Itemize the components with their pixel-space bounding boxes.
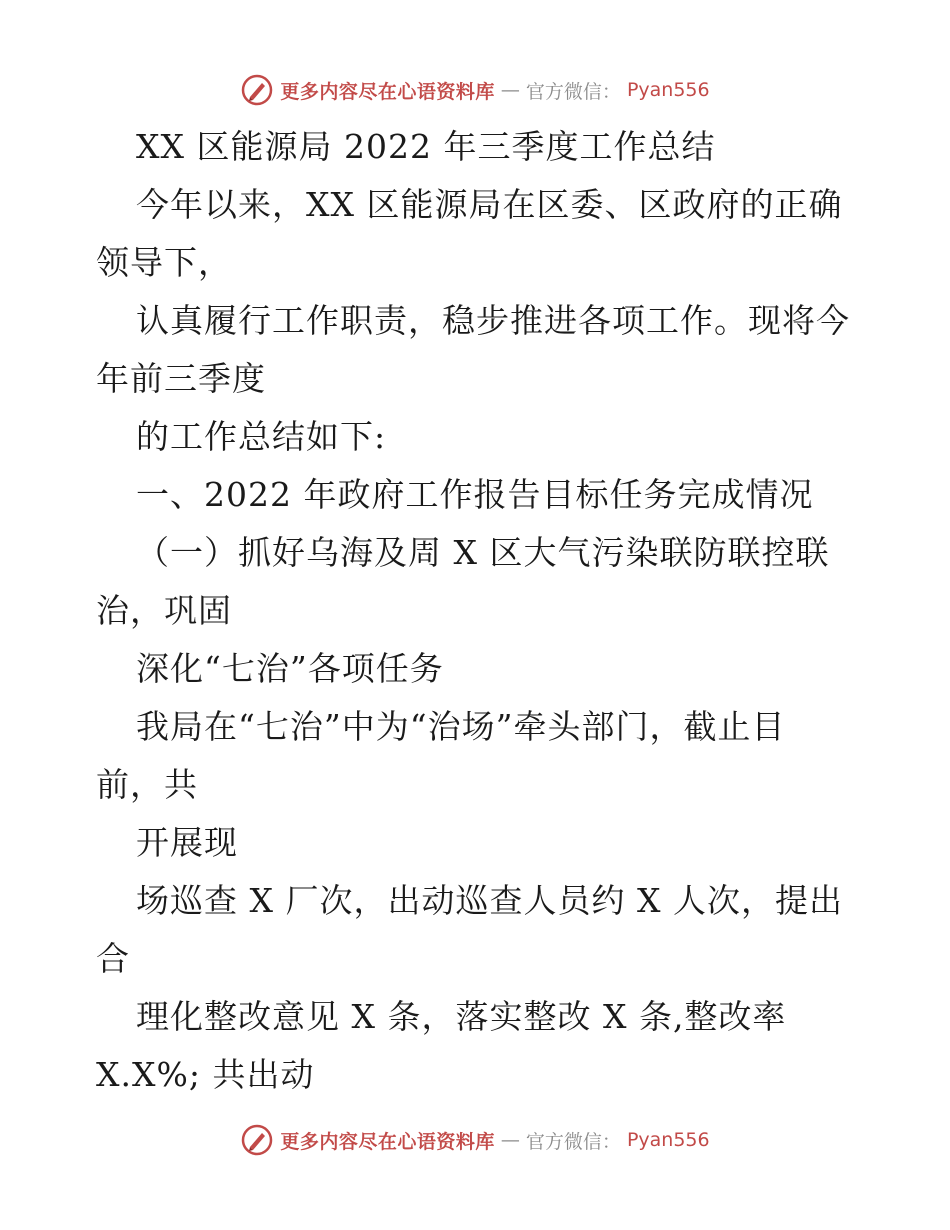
- section-heading: 一、2022 年政府工作报告目标任务完成情况: [136, 475, 814, 514]
- paragraph-line: 合: [96, 939, 130, 978]
- paragraph-line: 我局在“七治”中为“治场”牵头部门，截止目: [136, 707, 786, 746]
- paragraph-line: 认真履行工作职责，稳步推进各项工作。现将今: [136, 301, 850, 340]
- paragraph-line: 深化“七治”各项任务: [136, 649, 444, 688]
- banner-wechat-id: Pyan556: [626, 1129, 710, 1151]
- document-title: XX 区能源局 2022 年三季度工作总结: [136, 127, 716, 166]
- banner-text: 更多内容尽在心语资料库: [280, 80, 495, 103]
- paragraph-line: 领导下，: [96, 243, 232, 282]
- paragraph-line: 治，巩固: [96, 591, 232, 630]
- paragraph-line: 场巡查 X 厂次，出动巡查人员约 X 人次，提出: [136, 881, 843, 920]
- banner-dash: —: [500, 79, 520, 101]
- banner-wechat-id: Pyan556: [626, 79, 710, 101]
- banner-dash: —: [500, 1129, 520, 1151]
- document-body: [96, 118, 866, 1104]
- subsection-heading: （一）抓好乌海及周 X 区大气污染联防联控联: [136, 533, 830, 572]
- paragraph-line: 前，共: [96, 765, 198, 804]
- banner-wechat-label: 官方微信：: [525, 80, 621, 103]
- paragraph-line: 开展现: [136, 823, 238, 862]
- paragraph-line: X.X%; 共出动: [96, 1055, 315, 1094]
- pen-logo-icon: [240, 1123, 274, 1157]
- pen-logo-icon: [240, 73, 274, 107]
- paragraph-line: 理化整改意见 X 条，落实整改 X 条,整改率: [136, 997, 787, 1036]
- header-watermark-banner: [0, 70, 950, 110]
- footer-watermark-banner: [0, 1120, 950, 1160]
- banner-wechat-label: 官方微信：: [525, 1130, 621, 1153]
- banner-text: 更多内容尽在心语资料库: [280, 1130, 495, 1153]
- paragraph-line: 的工作总结如下:: [136, 417, 387, 456]
- paragraph-line: 年前三季度: [96, 359, 266, 398]
- paragraph-line: 今年以来，XX 区能源局在区委、区政府的正确: [136, 185, 843, 224]
